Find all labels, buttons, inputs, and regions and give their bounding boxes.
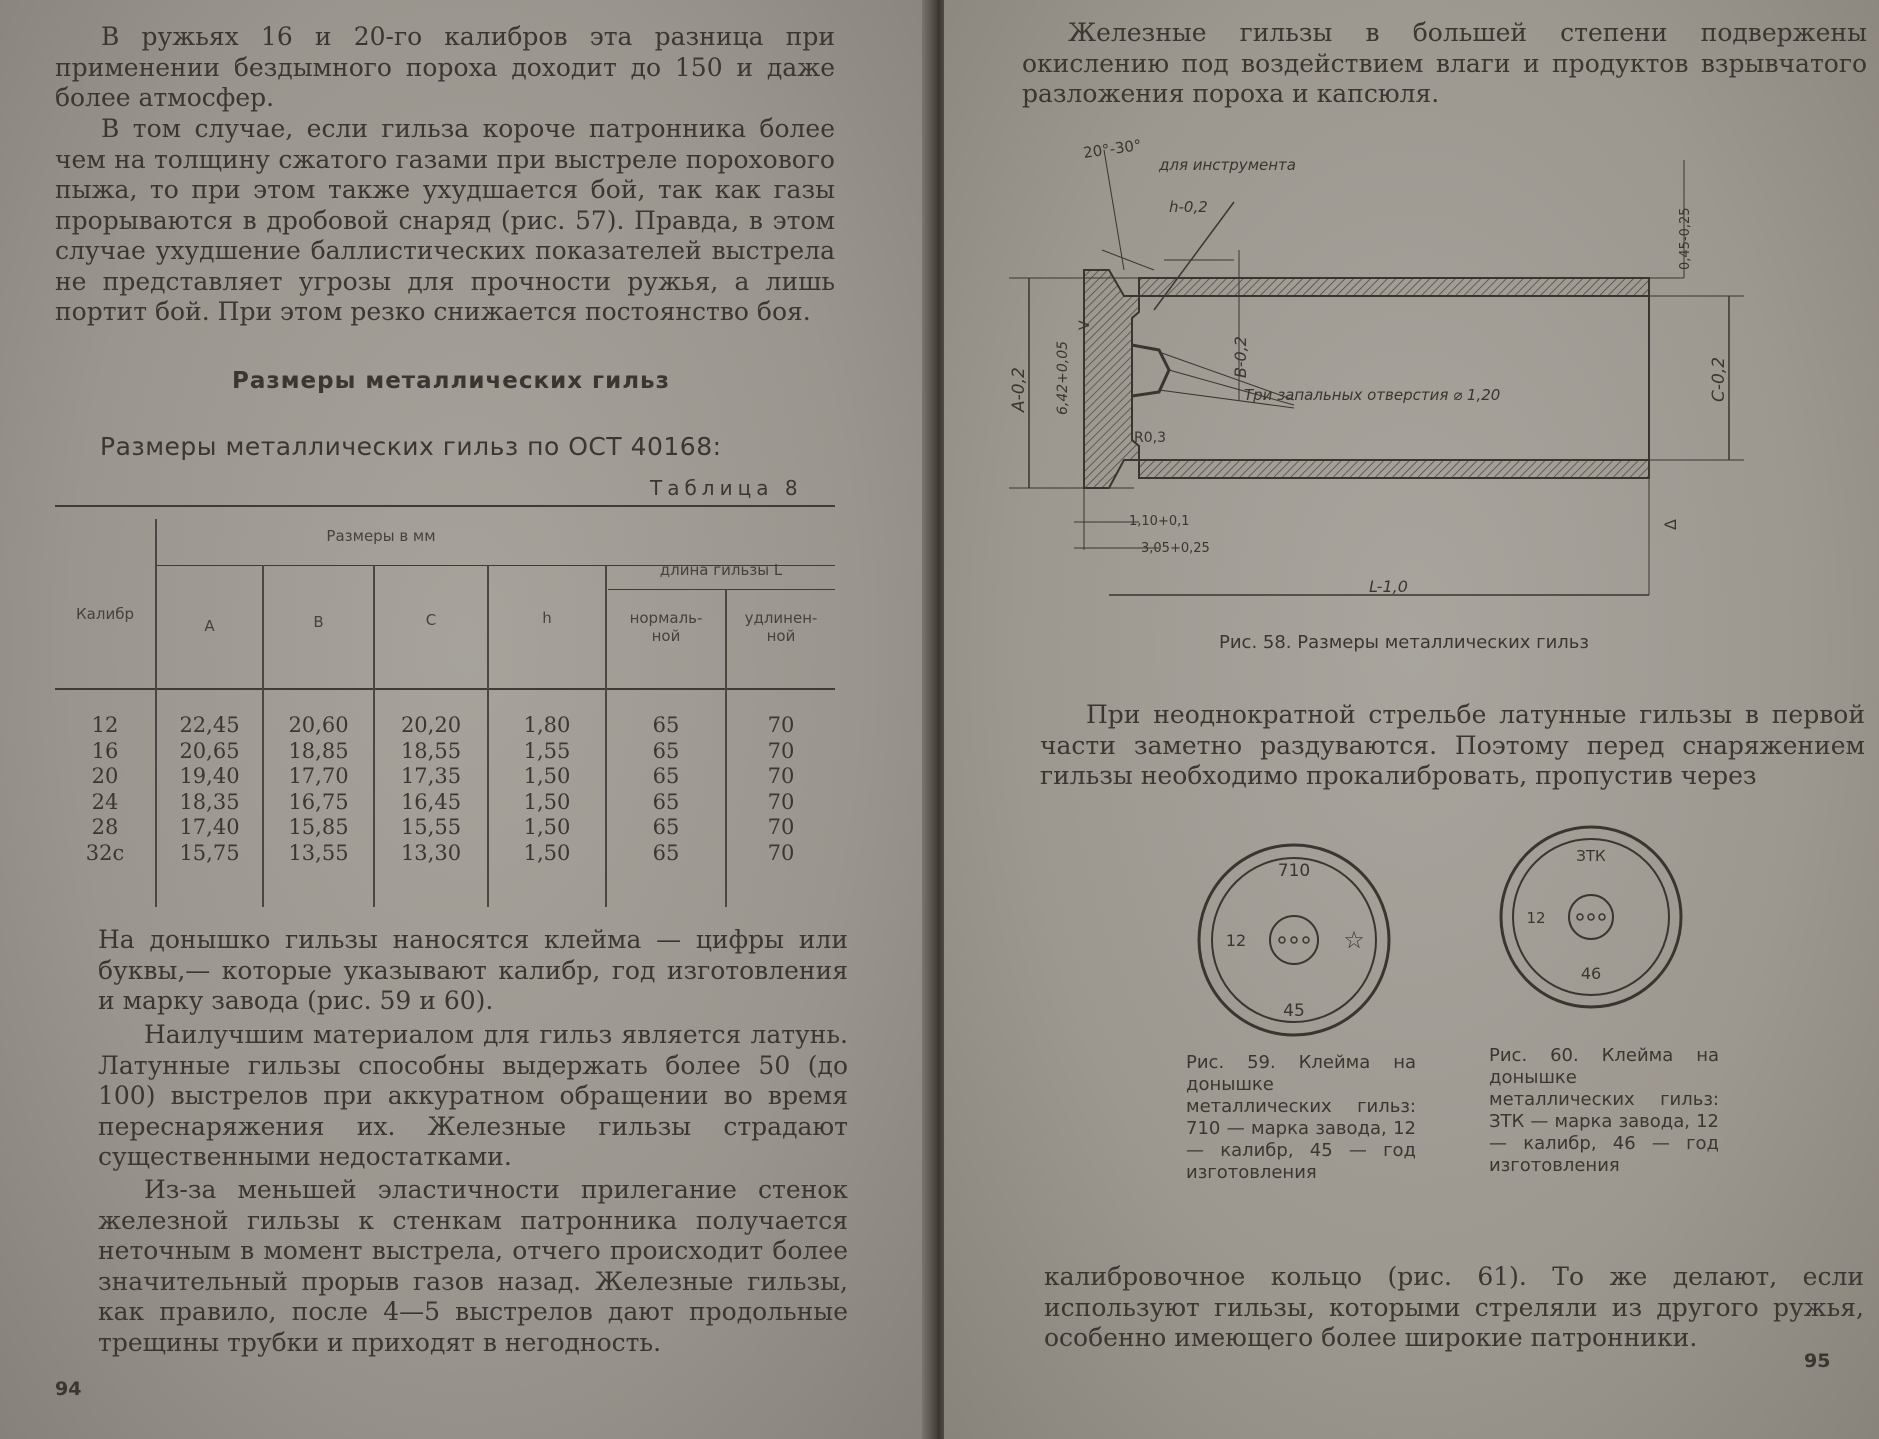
column-kalibr [55, 713, 155, 866]
table-cell: 16,75 [288, 789, 349, 814]
table-cell: 13,55 [288, 840, 349, 865]
left-paragraph-4: Наилучшим материалом для гильз является латунь. Латунные гильзы способны выдержать более 50 (до 100) выстрелов при аккуратном обращении во время переснаряжения их. Железные гильзы страдают существенными недостатками. [98, 1020, 848, 1171]
right-page [944, 0, 1879, 1439]
table-label: Таблица 8 [650, 476, 803, 500]
table-cell: 1,50 [523, 815, 571, 839]
table-cell: 70 [767, 789, 795, 814]
column-h [489, 713, 605, 866]
table-cell: 15,55 [400, 815, 462, 839]
figure-60-headstamp [1496, 822, 1686, 1012]
table-cell: 17,40 [179, 815, 240, 839]
figure-60-caption: Рис. 60. Клейма на донышке металлических гильз: ЗТК — марка завода, 12 — калибр, 46 — год изготовления [1489, 1045, 1719, 1176]
table-cell: 65 [652, 840, 680, 865]
table-cell: 65 [652, 815, 680, 839]
figure-58-cartridge-drawing [984, 130, 1864, 630]
left-page-number: 94 [55, 1378, 82, 1400]
table-cell: 17,35 [400, 764, 462, 788]
table-cell: 20,20 [400, 713, 462, 737]
table-cell: 24 [91, 789, 119, 814]
label-v: V [1077, 320, 1093, 330]
label-holes: Три запальных отверстия ⌀ 1,20 [1244, 386, 1501, 404]
table-cell: 28 [91, 815, 119, 839]
right-paragraph-1: Железные гильзы в большей степени подвержены окислению под воздействием влаги и продуктов взрывчатого разложения пороха и капсюля. [1022, 18, 1867, 108]
table-cell: 1,55 [523, 738, 571, 763]
primer-pocket [1132, 345, 1169, 396]
label-angle: 20°-30° [1082, 135, 1143, 162]
label-r: R0,3 [1134, 430, 1166, 446]
label-b: B-0,2 [1231, 336, 1250, 378]
column-c [375, 713, 487, 866]
figure-59-caption: Рис. 59. Клейма на донышке металлических гильз: 710 — марка завода, 12 — калибр, 45 — год изготовления [1186, 1052, 1416, 1183]
table-cell: 20,65 [179, 738, 240, 763]
section-title: Размеры металлических гильз [232, 368, 670, 394]
left-paragraph-1: В ружьях 16 и 20-го калибров эта разница при применении бездымного пороха доходит до 150 и даже более атмосфер. [55, 22, 835, 112]
table-cell: 20 [91, 764, 119, 788]
table-cell: 17,70 [288, 764, 349, 788]
table-cell: 22,45 [179, 713, 240, 737]
right-page-number: 95 [1804, 1350, 1831, 1372]
table-cell: 70 [767, 764, 795, 788]
label-a: A-0,2 [1009, 367, 1029, 412]
label-thickness: 0,45-0,25 [1678, 207, 1693, 270]
table-cell: 12 [91, 713, 119, 737]
header-extended: удлинен- ной [744, 609, 818, 645]
table-cell: 65 [652, 764, 680, 788]
table-cell: 18,35 [179, 789, 240, 814]
cartridge-base [1084, 270, 1139, 488]
label-h: h-0,2 [1169, 198, 1208, 216]
table-header-rule [55, 688, 835, 690]
header-a: A [204, 617, 215, 635]
stamp-top: 710 [1277, 861, 1311, 881]
header-kalibr: Калибр [76, 605, 134, 623]
table-cell: 1,80 [523, 713, 571, 737]
table-cell: 70 [767, 738, 795, 763]
right-paragraph-2: При неоднократной стрельбе латунные гильзы в первой части заметно раздуваются. Поэтому перед снаряжением гильзы необходимо прокалибровать, пропустив через [1040, 700, 1865, 790]
left-paragraph-3: На донышко гильзы наносятся клейма — цифры или буквы,— которые указывают калибр, год изготовления и марку завода (рис. 59 и 60). [98, 925, 848, 1015]
table-cell: 19,40 [179, 764, 240, 788]
table-cell: 70 [767, 840, 795, 865]
label-d642: 6,42+0,05 [1055, 340, 1071, 415]
table-cell: 18,85 [288, 738, 349, 763]
left-paragraph-2: В том случае, если гильза короче патронника более чем на толщину сжатого газами при выстреле порохового пыжа, то при этом также ухудшается бой, так как газы прорываются в дробовой снаряд (рис. 57). Правда, в этом случае ухудшение баллистических показателей выстрела не представляет угрозы для прочности ружья, а лишь портит бой. При этом резко снижается постоянство боя. [55, 114, 835, 326]
star-icon: ☆ [1343, 926, 1365, 954]
label-c: C-0,2 [1709, 356, 1729, 402]
table-cell: 15,75 [179, 840, 240, 865]
header-length: длина гильзы L [659, 561, 783, 579]
left-paragraph-5: Из-за меньшей эластичности прилегание стенок железной гильзы к стенкам патронника получается неточным в момент выстрела, отчего происходит более значительный прорыв газов назад. Железные гильзы, как правило, после 4—5 выстрелов дают продольные трещины трубки и приходят в негодность. [98, 1175, 848, 1357]
header-b: B [313, 613, 324, 631]
stamp-left: 12 [1526, 909, 1546, 927]
table-cell: 16,45 [400, 789, 462, 814]
table-cell: 16 [91, 738, 119, 763]
stamp-bottom: 45 [1283, 1001, 1305, 1021]
table-cell: 1,50 [523, 789, 571, 814]
table-cell: 70 [767, 713, 795, 737]
table-cell: 13,30 [400, 840, 462, 865]
column-extended [727, 713, 835, 866]
header-group: Размеры в мм [326, 527, 436, 545]
table-cell: 18,55 [400, 738, 462, 763]
table-cell: 65 [652, 738, 680, 763]
cartridge-bottom-wall [1139, 460, 1649, 478]
right-paragraph-3: калибровочное кольцо (рис. 61). То же делают, если используют гильзы, которыми стреляли из другого ружья, особенно имеющего более широкие патронники. [1044, 1262, 1864, 1352]
left-page [0, 0, 930, 1439]
table-cell: 32с [85, 840, 125, 865]
table-cell: 65 [652, 713, 680, 737]
stamp-bottom: 46 [1580, 964, 1602, 983]
header-normal: нормаль- ной [629, 609, 703, 645]
dimensions-table [55, 505, 835, 907]
header-c: C [425, 611, 437, 629]
table-cell: 70 [767, 815, 795, 839]
figure-58-caption: Рис. 58. Размеры металлических гильз [1219, 632, 1589, 653]
table-intro: Размеры металлических гильз по ОСТ 40168: [100, 432, 722, 461]
label-d110: 1,10+0,1 [1129, 514, 1190, 529]
column-a [157, 713, 262, 866]
table-cell: 1,50 [523, 764, 571, 788]
label-l: L-1,0 [1369, 577, 1408, 596]
stamp-top: ЗТК [1576, 847, 1606, 865]
table-cell: 20,60 [288, 713, 349, 737]
table-length-rule [608, 589, 835, 590]
figure-59-headstamp [1194, 840, 1394, 1040]
cartridge-top-wall [1139, 278, 1649, 296]
column-normal [607, 713, 725, 866]
stamp-left: 12 [1225, 931, 1247, 950]
label-d305: 3,05+0,25 [1141, 541, 1210, 556]
table-cell: 15,85 [288, 815, 349, 839]
table-cell: 65 [652, 789, 680, 814]
column-b [264, 713, 373, 866]
table-cell: 1,50 [523, 840, 571, 865]
table-top-rule [55, 505, 835, 507]
header-h: h [542, 609, 552, 627]
label-delta: Δ [1661, 519, 1680, 530]
label-for-tool: для инструмента [1159, 156, 1296, 174]
